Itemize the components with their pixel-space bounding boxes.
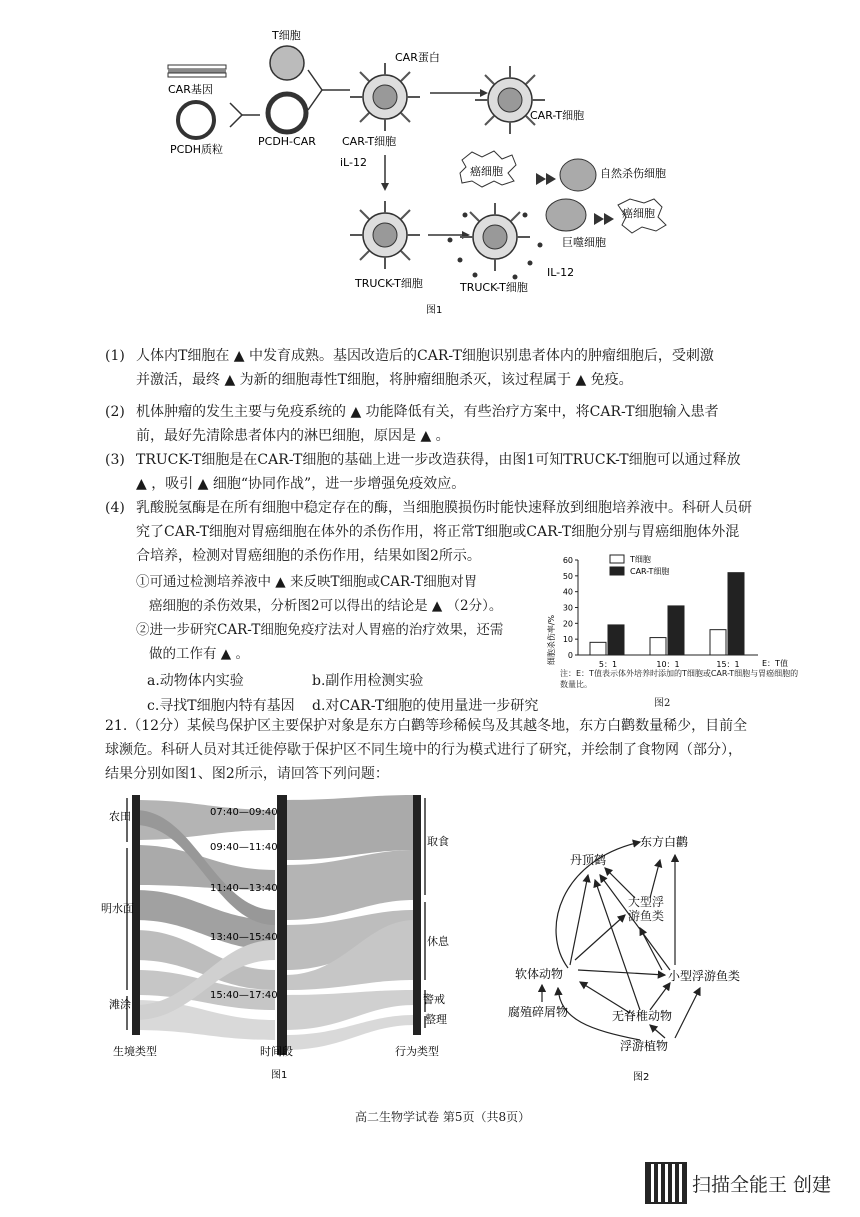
chart-legend-swatch xyxy=(610,567,624,575)
option-a: a.动物体内实验 xyxy=(147,673,244,689)
chart-caption: 图2 xyxy=(654,698,671,709)
chart-y-tick-label: 10 xyxy=(562,635,573,645)
question-text: 机体肿瘤的发生主要与免疫系统的 ▲ 功能降低有关，有些治疗方案中，将CAR-T细胞输入患者 xyxy=(136,404,719,420)
question-text: 前，最好先清除患者体内的淋巴细胞，原因是 ▲ 。 xyxy=(136,428,450,444)
chart-y-tick-label: 40 xyxy=(562,587,573,597)
chart-ylabel: 细胞杀伤率/% xyxy=(547,614,556,666)
chart-legend-swatch xyxy=(610,555,624,563)
node-detritus: 腐殖碎屑物 xyxy=(508,1005,569,1019)
question-text: 人体内T细胞在 ▲ 中发育成熟。基因改造后的CAR-T细胞识别患者体内的肿瘤细胞后，受刺激 xyxy=(136,348,714,364)
watermark-text: 扫描全能王 创建 xyxy=(692,1174,832,1196)
question-3 xyxy=(105,448,805,496)
node-small-fish: 小型浮游鱼类 xyxy=(668,969,741,983)
question-text: 球濒危。科研人员对其迁徙停歇于保护区不同生境中的行为模式进行了研究，并绘制了食物网（部分）， xyxy=(105,742,742,758)
question-number: (2) xyxy=(105,404,125,420)
subquestion-text: ①可通过检测培养液中 ▲ 来反映T细胞或CAR-T细胞对胃 xyxy=(136,574,478,590)
question-text: 乳酸脱氢酶是在所有细胞中稳定存在的酶，当细胞膜损伤时能快速释放到细胞培养液中。科研人员研 xyxy=(136,500,752,516)
node-big-fish: 大型浮游鱼类 xyxy=(628,895,665,923)
behavior-label: 休息 xyxy=(427,935,449,948)
sankey-caption: 图1 xyxy=(271,1070,288,1081)
question-number: (3) xyxy=(105,452,125,468)
period-label: 15:40—17:40 xyxy=(210,990,278,1001)
node-stork: 东方白鹳 xyxy=(640,835,689,849)
label-cancer-2: 癌细胞 xyxy=(622,207,655,220)
chart-x-tick-label: 5：1 xyxy=(598,660,618,669)
qr-code-icon xyxy=(645,1162,687,1204)
subquestion-text: 做的工作有 ▲ 。 xyxy=(149,646,249,662)
chart-x-tick-label: 15：1 xyxy=(716,660,740,669)
chart-bar xyxy=(668,606,684,655)
truck-t-cell-2 xyxy=(448,203,543,280)
label-car-gene: CAR基因 xyxy=(168,83,213,96)
habitat-label: 农田 xyxy=(109,810,131,823)
chart-y-tick-label: 60 xyxy=(562,556,573,565)
chart-x-tick-label: 10：1 xyxy=(656,660,680,669)
axis-label-behavior: 行为类型 xyxy=(395,1045,439,1058)
car-t-cell-1 xyxy=(350,63,420,131)
food-web-diagram xyxy=(500,820,760,1085)
node-crane: 丹顶鹤 xyxy=(570,853,607,867)
label-truck-1: TRUCK-T细胞 xyxy=(355,277,423,290)
question-4-sub2 xyxy=(136,618,556,666)
label-pcdh-car: PCDH-CAR xyxy=(258,135,316,148)
option-c: c.寻找T细胞内特有基因 xyxy=(147,698,295,714)
period-label: 11:40—13:40 xyxy=(210,883,278,894)
period-label: 09:40—11:40 xyxy=(210,842,278,853)
chart-legend-label: CAR-T细胞 xyxy=(630,567,670,576)
chart-bar xyxy=(710,630,726,655)
question-1 xyxy=(105,344,805,392)
habitat-label: 滩涂 xyxy=(109,998,131,1011)
question-text: ▲ ，吸引 ▲ 细胞“协同作战”，进一步增强免疫效应。 xyxy=(136,476,466,492)
chart-bar xyxy=(590,642,606,655)
chart-bar xyxy=(728,573,744,655)
foodweb-caption: 图2 xyxy=(633,1072,650,1083)
label-cancer-1: 癌细胞 xyxy=(470,165,503,178)
question-text: 结果分别如图1、图2所示，请回答下列问题： xyxy=(105,766,389,782)
label-car-protein: CAR蛋白 xyxy=(395,51,440,64)
chart-y-tick-label: 20 xyxy=(562,619,573,629)
truck-t-cell-1 xyxy=(350,201,420,269)
label-il12-a: iL-12 xyxy=(340,156,367,169)
label-nk: 自然杀伤细胞 xyxy=(600,167,666,180)
chart-legend-label: T细胞 xyxy=(630,555,651,564)
chart-bar xyxy=(608,625,624,655)
period-label: 13:40—15:40 xyxy=(210,932,278,943)
chart-y-tick-label: 50 xyxy=(562,571,573,581)
chart-xlabel: E：T值 xyxy=(762,659,788,668)
question-text: TRUCK-T细胞是在CAR-T细胞的基础上进一步改造获得，由图1可知TRUCK-T细胞可以通过释放 xyxy=(136,452,741,468)
label-t-cell: T细胞 xyxy=(272,29,301,42)
label-car-t-2: CAR-T细胞 xyxy=(530,109,585,122)
option-d: d.对CAR-T细胞的使用量进一步研究 xyxy=(312,698,539,714)
axis-label-habitat: 生境类型 xyxy=(113,1045,157,1058)
behavior-sankey-diagram xyxy=(101,790,455,1085)
chart-note: 注：E：T值表示体外培养时添加的T细胞或CAR-T细胞与胃癌细胞的数量比。 xyxy=(560,669,799,689)
behavior-label: 取食 xyxy=(427,835,449,848)
car-t-diagram xyxy=(150,25,710,325)
chart-y-tick-label: 30 xyxy=(562,603,573,613)
chart-bar xyxy=(650,638,666,655)
period-label: 07:40—09:40 xyxy=(210,807,278,818)
label-truck-2: TRUCK-T细胞 xyxy=(460,281,528,294)
question-text: 21.（12分）某候鸟保护区主要保护对象是东方白鹳等珍稀候鸟及其越冬地，东方白鹳数量稀少，目前全 xyxy=(105,718,748,734)
behavior-label: 整理 xyxy=(425,1013,447,1026)
page-footer: 高二生物学试卷 第5页（共8页） xyxy=(355,1110,531,1124)
behavior-label: 警戒 xyxy=(423,993,445,1006)
node-invertebrate: 无脊椎动物 xyxy=(612,1009,673,1023)
label-pcdh-plasmid: PCDH质粒 xyxy=(170,143,224,156)
label-il12-b: IL-12 xyxy=(547,266,575,279)
option-b: b.副作用检测实验 xyxy=(312,673,424,689)
question-number: (1) xyxy=(105,348,125,364)
car-t-cell-2 xyxy=(475,66,545,134)
habitat-label: 明水面 xyxy=(101,902,134,915)
chart-y-tick-label: 0 xyxy=(567,651,573,660)
subquestion-text: ②进一步研究CAR-T细胞免疫疗法对人胃癌的治疗效果，还需 xyxy=(136,622,504,638)
subquestion-text: 癌细胞的杀伤效果，分析图2可以得出的结论是 ▲ （2分）。 xyxy=(149,598,503,614)
question-4-sub1 xyxy=(136,570,556,618)
question-text: 究了CAR-T细胞对胃癌细胞在体外的杀伤作用，将正常T细胞或CAR-T细胞分别与胃癌细胞体外混 xyxy=(136,524,740,540)
node-mollusk: 软体动物 xyxy=(515,967,564,981)
label-car-t-1: CAR-T细胞 xyxy=(342,135,397,148)
fig1-caption: 图1 xyxy=(426,305,443,316)
label-macrophage: 巨噬细胞 xyxy=(562,236,606,249)
question-number: (4) xyxy=(105,500,125,516)
question-21 xyxy=(105,714,835,786)
question-text: 合培养，检测对胃癌细胞的杀伤作用，结果如图2所示。 xyxy=(136,548,481,564)
question-text: 并激活，最终 ▲ 为新的细胞毒性T细胞，将肿瘤细胞杀灭，该过程属于 ▲ 免疫。 xyxy=(136,372,633,388)
question-2 xyxy=(105,400,805,448)
node-plankton: 浮游植物 xyxy=(620,1039,669,1053)
axis-label-period: 时间段 xyxy=(260,1045,293,1058)
